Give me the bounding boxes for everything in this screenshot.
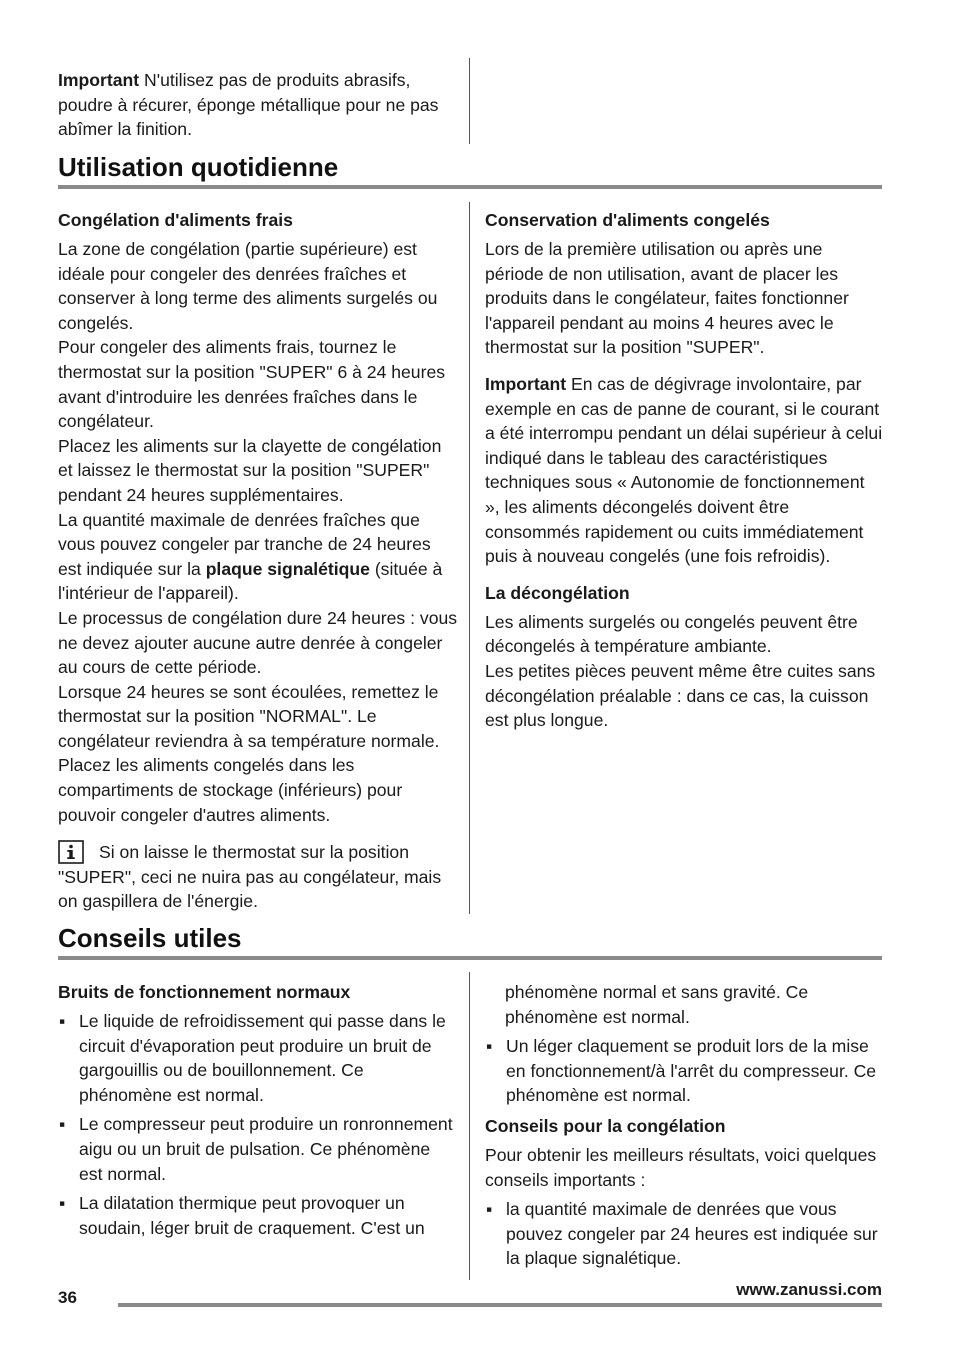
column-divider-top xyxy=(469,58,470,144)
heading-conservation: Conservation d'aliments congelés xyxy=(485,210,770,230)
top-note-bold: Important xyxy=(58,70,140,90)
paragraph-text: La quantité maximale de denrées fraîches que vous pouvez congeler par tranche de 24 heures est indiquée sur la xyxy=(58,509,431,579)
paragraph xyxy=(58,508,458,606)
section-title-conseils: Conseils utiles xyxy=(58,923,242,953)
paragraph: Les petites pièces peuvent même être cuites sans décongélation préalable : dans ce cas, la cuisson est plus longue. xyxy=(485,660,876,731)
top-note xyxy=(58,68,453,142)
heading-decongelation: La décongélation xyxy=(485,582,630,603)
paragraph-text: En cas de dégivrage involontaire, par exemple en cas de panne de courant, si le courant a été interrompu pendant un délai supérieur à celui indiqué dans le tableau des caractéristiques techniques sous « Autonomie de fonctionnement », les aliments décongelés doivent être consommés rapidement ou cuits immédiatement puis à nouveau congelés (une fois refroidis). xyxy=(485,373,883,567)
column-divider-2 xyxy=(469,972,470,1280)
continuation-text: phénomène normal et sans gravité. Ce phénomène est normal. xyxy=(505,982,809,1027)
paragraph: Pour congeler des aliments frais, tournez le thermostat sur la position "SUPER" 6 à 24 heures avant d'introduire les denrées fraîches dans le congélateur. xyxy=(58,337,446,432)
paragraph: Placez les aliments sur la clayette de congélation et laissez le thermostat sur la position "SUPER" pendant 24 heures supplémentaires. xyxy=(58,435,442,505)
list-item xyxy=(485,1197,883,1271)
page-number: 36 xyxy=(58,1288,77,1307)
info-icon xyxy=(58,840,84,864)
important-paragraph xyxy=(485,372,883,569)
list-item-text: La dilatation thermique peut provoquer un soudain, léger bruit de craquement. C'est un xyxy=(79,1193,425,1238)
section2-left-column xyxy=(58,980,458,1245)
bullet-icon: ▪ xyxy=(486,1199,493,1220)
paragraph: Le processus de congélation dure 24 heures : vous ne devez ajouter aucune autre denrée à congeler au cours de cette période. xyxy=(58,607,458,678)
top-note-text: N'utilisez pas de produits abrasifs, poudre à récurer, éponge métallique pour ne pas abîmer la finition. xyxy=(58,70,439,140)
list-item-text: Le liquide de refroidissement qui passe dans le circuit d'évaporation peut produire un bruit de gargouillis ou de bouillonnement. Ce phénomène est normal. xyxy=(79,1011,446,1105)
list-item xyxy=(58,1009,458,1107)
bullet-icon: ▪ xyxy=(59,1114,66,1135)
list-item-text: la quantité maximale de denrées que vous pouvez congeler par 24 heures est indiquée sur la plaque signalétique. xyxy=(506,1199,878,1269)
list-item-text: Un léger claquement se produit lors de la mise en fonctionnement/à l'arrêt du compresseur. Ce phénomène est normal. xyxy=(506,1036,877,1106)
bullet-icon: ▪ xyxy=(486,1036,493,1057)
footer-url: www.zanussi.com xyxy=(736,1280,882,1299)
important-label: Important xyxy=(485,373,567,394)
bullet-icon: ▪ xyxy=(59,1011,66,1031)
paragraph: Pour obtenir les meilleurs résultats, voici quelques conseils importants : xyxy=(485,1144,877,1190)
heading-conseils-congelation: Conseils pour la congélation xyxy=(485,1115,726,1136)
bullet-list-bruits xyxy=(58,1009,458,1240)
heading-congelation: Congélation d'aliments frais xyxy=(58,210,293,230)
heading-bruits: Bruits de fonctionnement normaux xyxy=(58,982,351,1002)
column-divider-1 xyxy=(469,202,470,914)
section-title-utilisation: Utilisation quotidienne xyxy=(58,152,339,182)
list-item xyxy=(58,1112,458,1186)
info-text: Si on laisse le thermostat sur la position "SUPER", ceci ne nuira pas au congélateur, mais on gaspillera de l'énergie. xyxy=(58,842,442,912)
footer-rule xyxy=(118,1303,882,1307)
paragraph: La zone de congélation (partie supérieure) est idéale pour congeler des denrées fraîches et conserver à long terme des aliments surgelés ou congelés. xyxy=(58,239,438,333)
paragraph: Lorsque 24 heures se sont écoulées, remettez le thermostat sur la position "NORMAL". Le congélateur reviendra à sa température normale. Placez les aliments congelés dans les compartiments de stockage (inférieurs) pour pouvoir congeler d'autres aliments. xyxy=(58,681,440,825)
list-item xyxy=(485,1034,883,1108)
section2-right-column xyxy=(485,980,883,1276)
section1-right-column xyxy=(485,208,883,733)
paragraph: Lors de la première utilisation ou après une période de non utilisation, avant de placer les produits dans le congélateur, faites fonctionner l'appareil pendant au moins 4 heures avec le thermostat sur la position "SUPER". xyxy=(485,239,849,358)
plaque-signaletique-bold: plaque signalétique xyxy=(205,558,370,579)
info-note xyxy=(58,840,458,914)
paragraph: Les aliments surgelés ou congelés peuvent être décongelés à température ambiante. xyxy=(485,611,858,657)
bullet-icon: ▪ xyxy=(59,1193,66,1214)
bullet-list-conseils xyxy=(485,1197,883,1271)
section-rule-2 xyxy=(58,956,882,960)
paragraph-text: (située à l'intérieur de l'appareil). xyxy=(58,558,443,604)
list-item-text: Le compresseur peut produire un ronronnement aigu ou un bruit de pulsation. Ce phénomène est normal. xyxy=(79,1114,453,1184)
list-item xyxy=(58,1191,458,1240)
bullet-list-claquement xyxy=(485,1034,883,1108)
section-rule-1 xyxy=(58,185,882,189)
section1-left-column xyxy=(58,208,458,914)
